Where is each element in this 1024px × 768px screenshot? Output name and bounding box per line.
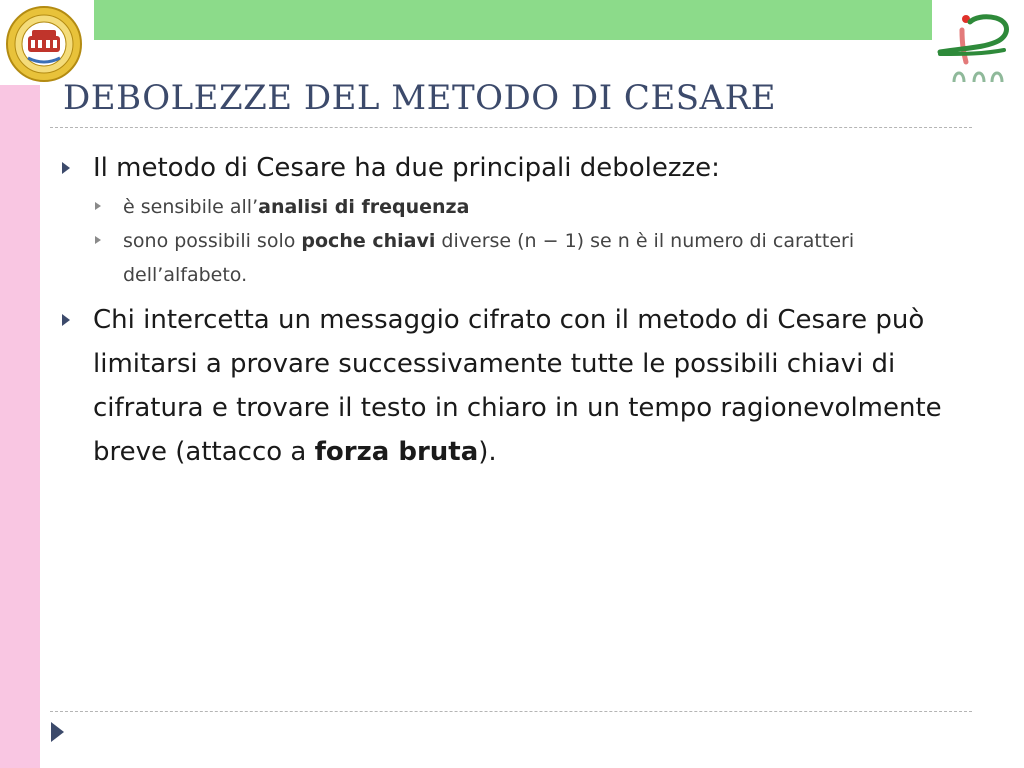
university-seal-icon <box>6 6 82 82</box>
bullet-item-weaknesses <box>62 146 982 292</box>
footer-divider <box>50 711 972 712</box>
left-pink-bar <box>0 85 40 768</box>
sub-bullet-few-keys <box>93 224 982 292</box>
bullet-item-brute-force <box>62 298 982 474</box>
top-green-bar <box>94 0 932 40</box>
bullet-text-tail: ). <box>478 437 497 467</box>
sub-bullet-emphasis: poche chiavi <box>301 230 436 252</box>
bullet-arrow-icon <box>62 314 70 326</box>
sub-bullet-frequency-analysis <box>93 190 982 224</box>
slide-content <box>62 146 982 474</box>
sub-bullet-text: è sensibile all’ <box>123 196 259 218</box>
sub-bullet-list <box>93 190 982 292</box>
bullet-arrow-icon <box>62 162 70 174</box>
department-logo-icon <box>934 8 1020 90</box>
sub-bullet-arrow-icon <box>95 236 101 244</box>
bullet-text: Il metodo di Cesare ha due principali debolezze: <box>93 153 720 183</box>
bullet-text: Chi intercetta un messaggio cifrato con il metodo di Cesare può limitarsi a provare successivamente tutte le possibili chiavi di cifratura e trovare il testo in chiaro in un tempo ragionevolmente breve (attacco a <box>93 305 942 467</box>
bullet-emphasis: forza bruta <box>314 437 479 467</box>
sub-bullet-arrow-icon <box>95 202 101 210</box>
sub-bullet-text: sono possibili solo <box>123 230 302 252</box>
next-slide-arrow-icon[interactable] <box>51 722 64 742</box>
slide-title: DEBOLEZZE DEL METODO DI CESARE <box>63 78 777 118</box>
sub-bullet-text-tail: diverse (n − 1) se n è il numero di caratteri dell’alfabeto. <box>123 230 855 286</box>
sub-bullet-emphasis: analisi di frequenza <box>258 196 470 218</box>
bullet-list <box>62 146 982 474</box>
title-divider <box>50 127 972 128</box>
